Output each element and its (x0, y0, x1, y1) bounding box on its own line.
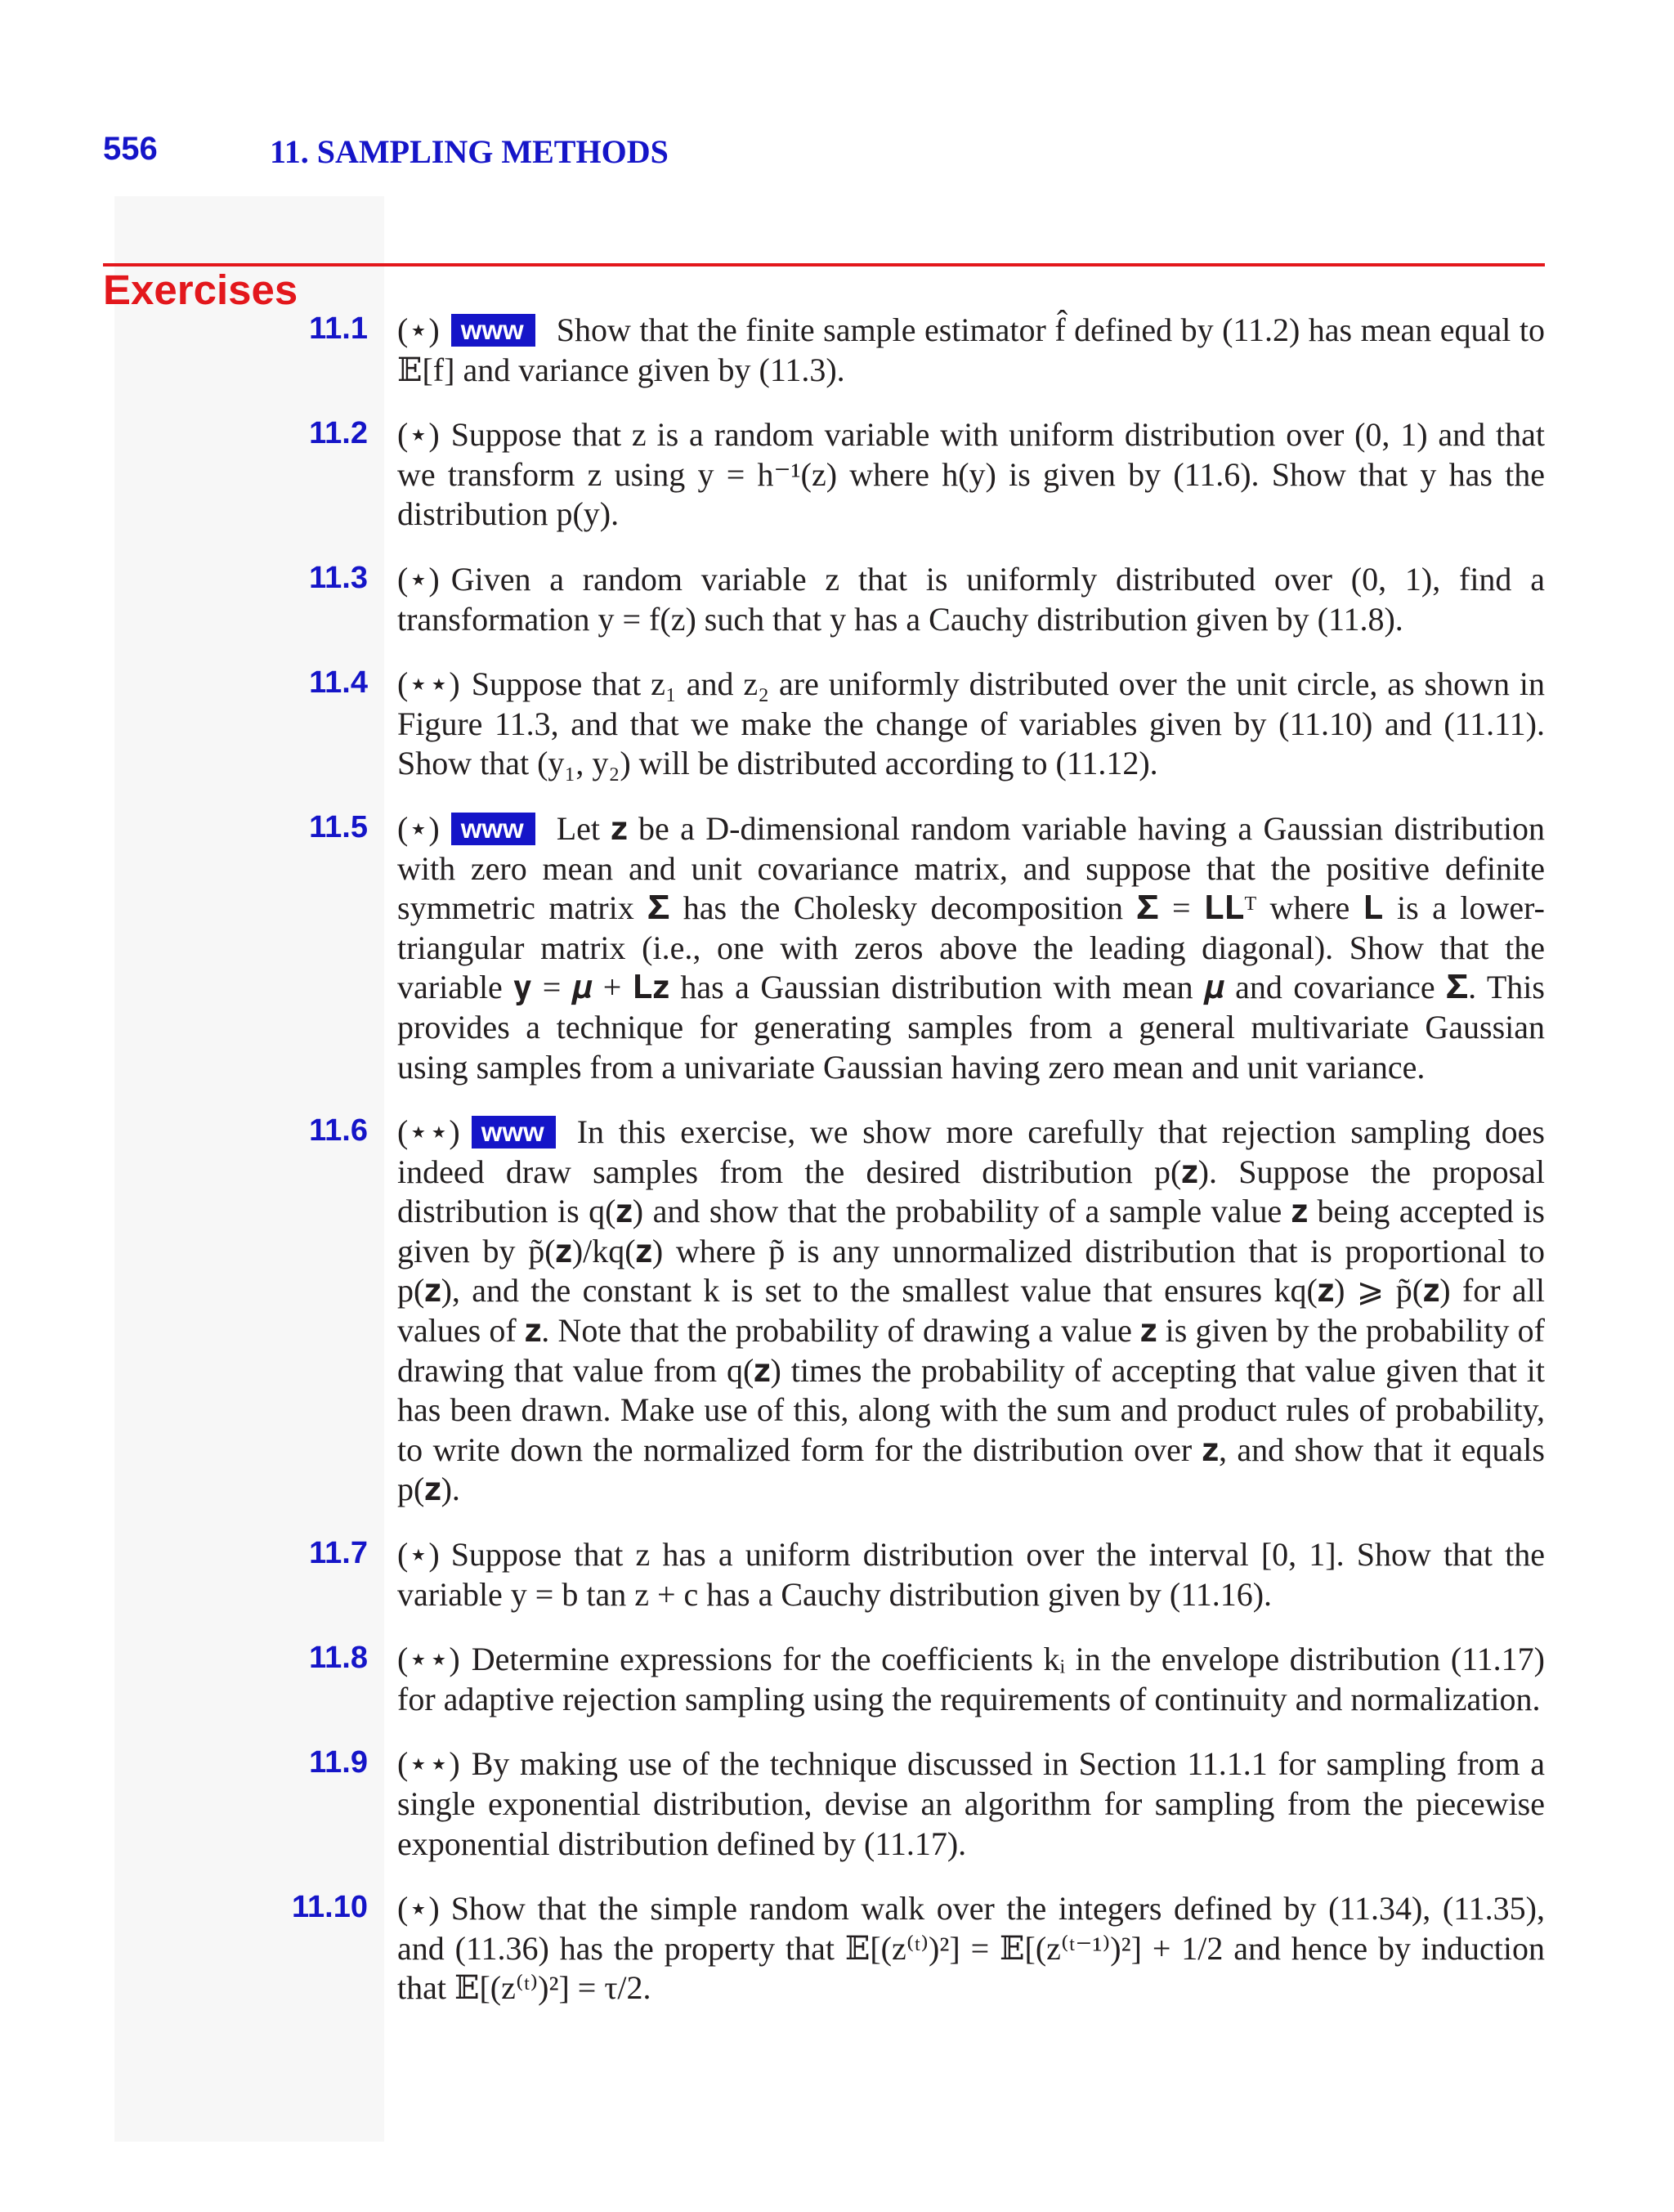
www-badge: www (451, 813, 535, 845)
exercise-statement: Given a random variable z that is uniformly distributed over (0, 1), find a transformation y = f(z) such that y has a Cauchy distribution given by (11.8). (397, 560, 1545, 638)
exercise-statement: Suppose that z₁ and z₂ are uniformly distributed over the unit circle, as shown in Figure 11.3, and that we make the change of variables given by (11.10) and (11.11). Show that (y₁, y₂) will be distributed according to (11.12). (397, 665, 1545, 782)
section-heading: Exercises (103, 266, 298, 313)
difficulty-rating: (⋆⋆) (397, 1113, 460, 1151)
www-badge: www (451, 314, 535, 347)
exercise-text (397, 1113, 1545, 1510)
exercise-number: 11.5 (309, 809, 368, 844)
exercise-text (397, 311, 1545, 390)
exercise-item (0, 1113, 1674, 1510)
difficulty-rating: (⋆⋆) (397, 1745, 460, 1783)
exercise-item (0, 1744, 1674, 1864)
difficulty-rating: (⋆) (397, 416, 440, 454)
difficulty-rating: (⋆) (397, 311, 440, 348)
exercise-statement: In this exercise, we show more carefully that rejection sampling does indeed draw samples from the desired distribution p(𝐳). Suppose the proposal distribution is q(𝐳) and show that the probability of a sample value 𝐳 being accepted is given by p̃(𝐳)/kq(𝐳) where p̃ is any unnormalized distribution that is proportional to p(𝐳), and the constant k is set to the smallest value that ensures kq(𝐳) ⩾ p̃(𝐳) for all values of 𝐳. Note that the probability of drawing a value 𝐳 is given by the probability of drawing that value from q(𝐳) times the probability of accepting that value given that it has been drawn. Make use of this, along with the sum and product rules of probability, to write down the normalized form for the distribution over 𝐳, and show that it equals p(𝐳). (397, 1113, 1545, 1508)
exercise-text (397, 1640, 1545, 1719)
exercise-item (0, 560, 1674, 639)
exercise-statement: Show that the simple random walk over the integers defined by (11.34), (11.35), and (11.36) has the property that 𝔼[(z⁽ᵗ⁾)²] = 𝔼[(z⁽ᵗ⁻¹⁾)²] + 1/2 and hence by induction that 𝔼[(z⁽ᵗ⁾)²] = τ/2. (397, 1890, 1545, 2007)
running-head (103, 131, 1674, 180)
exercise-text (397, 1889, 1545, 2008)
exercise-number: 11.9 (309, 1745, 368, 1780)
exercise-statement: By making use of the technique discussed in Section 11.1.1 for sampling from a single exponential distribution, devise an algorithm for sampling from the piecewise exponential distribution defined by (11.17). (397, 1745, 1545, 1862)
exercise-item (0, 415, 1674, 535)
difficulty-rating: (⋆⋆) (397, 1641, 460, 1678)
exercise-text (397, 1744, 1545, 1864)
exercise-item (0, 311, 1674, 390)
chapter-title: 11. SAMPLING METHODS (270, 133, 669, 170)
difficulty-rating: (⋆) (397, 1890, 440, 1928)
exercise-statement: Let 𝐳 be a D-dimensional random variable having a Gaussian distribution with zero mean and unit covariance matrix, and suppose that the positive definite symmetric matrix 𝚺 has the Cholesky decomposition 𝚺 = 𝐋𝐋ᵀ where 𝐋 is a lower-triangular matrix (i.e., one with zeros above the leading diagonal). Show that the variable 𝐲 = 𝝁 + 𝐋𝐳 has a Gaussian distribution with mean 𝝁 and covariance 𝚺. This provides a technique for generating samples from a general multivariate Gaussian using samples from a univariate Gaussian having zero mean and unit variance. (397, 809, 1545, 1086)
exercise-number: 11.8 (309, 1641, 368, 1676)
exercise-text (397, 809, 1545, 1087)
exercise-text (397, 665, 1545, 784)
exercise-item (0, 1640, 1674, 1719)
exercise-text (397, 415, 1545, 535)
exercise-number: 11.6 (309, 1113, 368, 1149)
section-rule (103, 263, 1545, 266)
exercise-statement: Determine expressions for the coefficients kᵢ in the envelope distribution (11.17) for adaptive rejection sampling using the requirements of continuity and normalization. (397, 1641, 1545, 1717)
exercise-number: 11.10 (292, 1890, 368, 1925)
exercise-number: 11.3 (309, 560, 368, 595)
exercise-text (397, 560, 1545, 639)
exercise-statement: Show that the finite sample estimator f̂ defined by (11.2) has mean equal to 𝔼[f] and variance given by (11.3). (397, 311, 1545, 388)
www-badge: www (472, 1116, 556, 1149)
exercise-item (0, 1889, 1674, 2008)
difficulty-rating: (⋆⋆) (397, 665, 460, 703)
exercise-item (0, 665, 1674, 784)
exercise-list (0, 311, 1674, 2034)
exercise-statement: Suppose that z has a uniform distribution over the interval [0, 1]. Show that the variable y = b tan z + c has a Cauchy distribution given by (11.16). (397, 1536, 1545, 1613)
difficulty-rating: (⋆) (397, 809, 440, 847)
difficulty-rating: (⋆) (397, 560, 440, 598)
exercise-number: 11.4 (309, 665, 368, 701)
difficulty-rating: (⋆) (397, 1536, 440, 1574)
exercise-number: 11.7 (309, 1536, 368, 1571)
exercise-item (0, 809, 1674, 1087)
exercise-number: 11.2 (309, 416, 368, 451)
exercise-item (0, 1535, 1674, 1614)
exercise-number: 11.1 (309, 311, 368, 346)
exercise-text (397, 1535, 1545, 1614)
page-number: 556 (103, 131, 158, 167)
exercise-statement: Suppose that z is a random variable with uniform distribution over (0, 1) and that we transform z using y = h⁻¹(z) where h(y) is given by (11.6). Show that y has the distribution p(y). (397, 416, 1545, 533)
